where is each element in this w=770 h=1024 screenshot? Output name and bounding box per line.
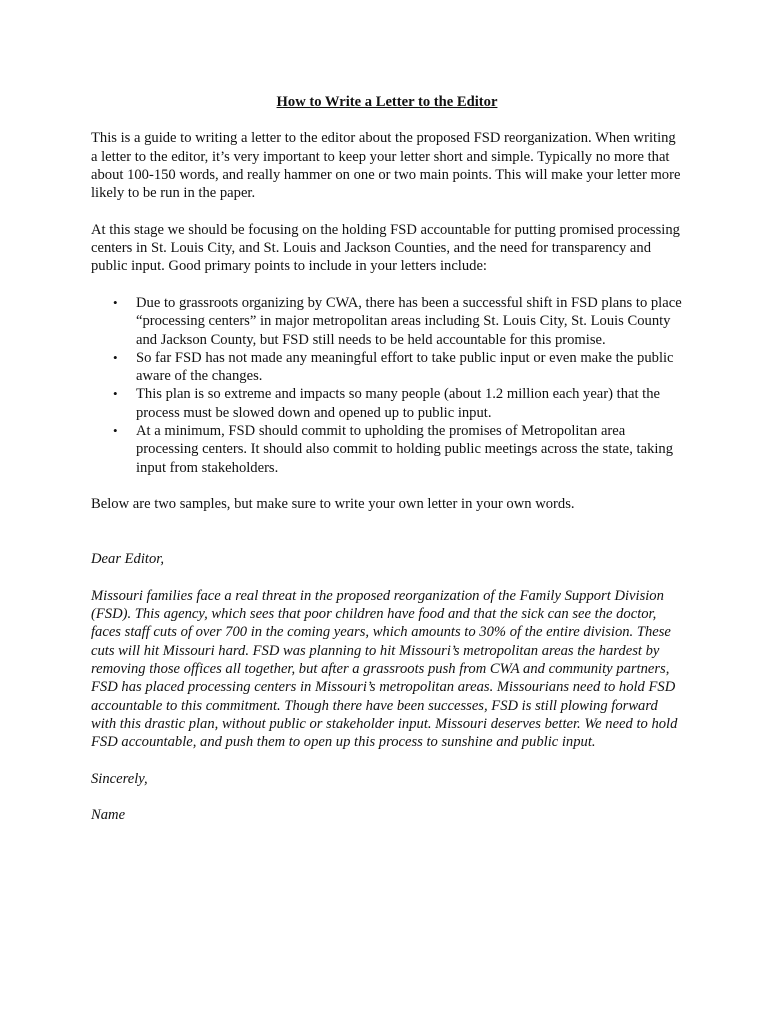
letter-signature: Name (91, 807, 126, 824)
sample-letter (91, 550, 683, 824)
samples-note: Below are two samples, but make sure to write your own letter in your own words. (91, 496, 575, 513)
list-item (91, 294, 683, 349)
document-body (91, 93, 683, 825)
letter-body: Missouri families face a real threat in the proposed reorganization of the Family Support Division (FSD). This agency, which sees that poor children have food and that the sick can see the doctor, faces staff cuts of over 700 in the coming years, which amounts to 30% of the entire division. These cuts will hit Missouri hard. FSD was planning to hit Missouri’s metropolitan areas the hardest by removing those offices all together, but after a grassroots push from CWA and community partners, FSD has placed processing centers in Missouri’s metropolitan areas. Missourians need to hold FSD accountable to this commitment. Though there have been successes, FSD is still plowing forward with this drastic plan, without public or stakeholder input. Missouri deserves better. We need to hold FSD accountable, and push them to open up this process to sunshine and public input. (91, 587, 678, 751)
document-title: How to Write a Letter to the Editor (276, 94, 498, 110)
bullet-icon: • (113, 294, 118, 310)
list-item-text: At a minimum, FSD should commit to upholding the promises of Metropolitan area processing centers. It should also commit to holding public meetings across the state, taking input from stakeholders. (136, 423, 674, 476)
list-item-text: Due to grassroots organizing by CWA, there has been a successful shift in FSD plans to place “processing centers” in major metropolitan areas including St. Louis City, St. Louis County and Jackson County, but FSD still needs to be held accountable for this promise. (136, 294, 682, 348)
bullet-icon: • (113, 386, 118, 402)
list-item (91, 422, 683, 477)
list-item-text: This plan is so extreme and impacts so many people (about 1.2 million each year) that the process must be slowed down and opened up to public input. (136, 386, 661, 421)
key-points-list (91, 294, 683, 477)
bullet-icon: • (113, 423, 118, 439)
focus-paragraph: At this stage we should be focusing on the holding FSD accountable for putting promised processing centers in St. Louis City, and St. Louis and Jackson Counties, and the need for transparency and public input. Good primary points to include in your letters include: (91, 221, 680, 275)
list-item-text: So far FSD has not made any meaningful effort to take public input or even make the public aware of the changes. (136, 349, 674, 385)
letter-closing: Sincerely, (91, 770, 148, 787)
intro-paragraph: This is a guide to writing a letter to the editor about the proposed FSD reorganization. When writing a letter to the editor, it’s very important to keep your letter short and simple. Typically no more that about 100-150 words, and really hammer on one or two main points. This will make your letter more likely to be run in the paper. (91, 130, 681, 202)
letter-salutation: Dear Editor, (91, 551, 164, 568)
list-item (91, 349, 683, 386)
bullet-icon: • (113, 349, 118, 365)
list-item (91, 385, 683, 422)
